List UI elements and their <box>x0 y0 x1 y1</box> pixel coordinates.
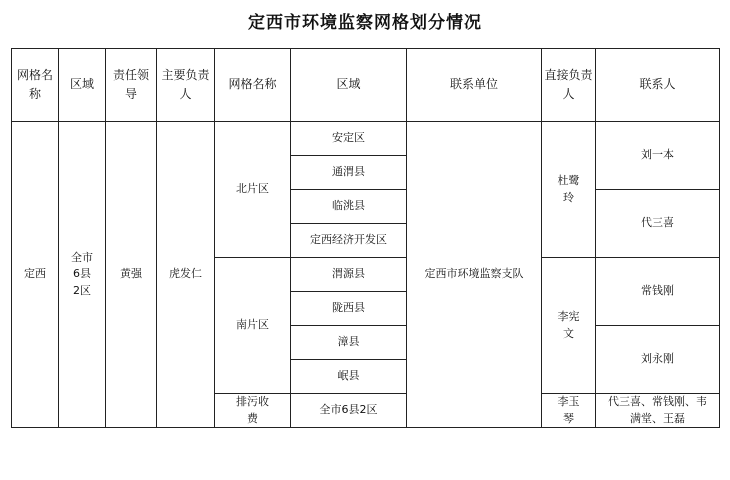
unit-cell: 定西市环境监察支队 <box>407 122 542 428</box>
sub-area-cell: 定西经济开发区 <box>291 224 407 258</box>
sub-area-cell: 岷县 <box>291 360 407 394</box>
group-name-fee: 排污收费 <box>215 394 291 428</box>
header-row <box>12 49 720 122</box>
main-cell: 虎发仁 <box>157 122 215 428</box>
sub-area-cell: 陇西县 <box>291 292 407 326</box>
sub-area-cell: 渭源县 <box>291 258 407 292</box>
direct-fee: 李玉琴 <box>542 394 596 428</box>
area-cell: 全市6县2区 <box>59 122 106 428</box>
direct-south: 李宪文 <box>542 258 596 394</box>
header-grid-name: 网格名称 <box>215 49 291 122</box>
header-area: 区域 <box>59 49 106 122</box>
header-main: 主要负责人 <box>157 49 215 122</box>
header-unit: 联系单位 <box>407 49 542 122</box>
header-sub-area: 区域 <box>291 49 407 122</box>
header-leader: 责任领导 <box>106 49 157 122</box>
group-name-north: 北片区 <box>215 122 291 258</box>
contact-cell: 刘永刚 <box>596 326 720 394</box>
grid-table <box>11 48 720 428</box>
header-direct: 直接负责人 <box>542 49 596 122</box>
contact-cell: 常钱刚 <box>596 258 720 326</box>
sub-area-cell: 临洮县 <box>291 190 407 224</box>
header-contact: 联系人 <box>596 49 720 122</box>
page-title: 定西市环境监察网格划分情况 <box>248 13 482 33</box>
grid-cell: 定西 <box>12 122 59 428</box>
header-grid: 网格名称 <box>12 49 59 122</box>
sub-area-cell: 通渭县 <box>291 156 407 190</box>
direct-north: 杜鹭玲 <box>542 122 596 258</box>
contact-cell: 代三喜、常钱刚、韦满堂、王磊 <box>596 394 720 428</box>
table-row <box>12 122 720 156</box>
leader-cell: 黄强 <box>106 122 157 428</box>
sub-area-cell: 漳县 <box>291 326 407 360</box>
contact-cell: 刘一本 <box>596 122 720 190</box>
sub-area-cell: 全市6县2区 <box>291 394 407 428</box>
contact-cell: 代三喜 <box>596 190 720 258</box>
group-name-south: 南片区 <box>215 258 291 394</box>
sub-area-cell: 安定区 <box>291 122 407 156</box>
